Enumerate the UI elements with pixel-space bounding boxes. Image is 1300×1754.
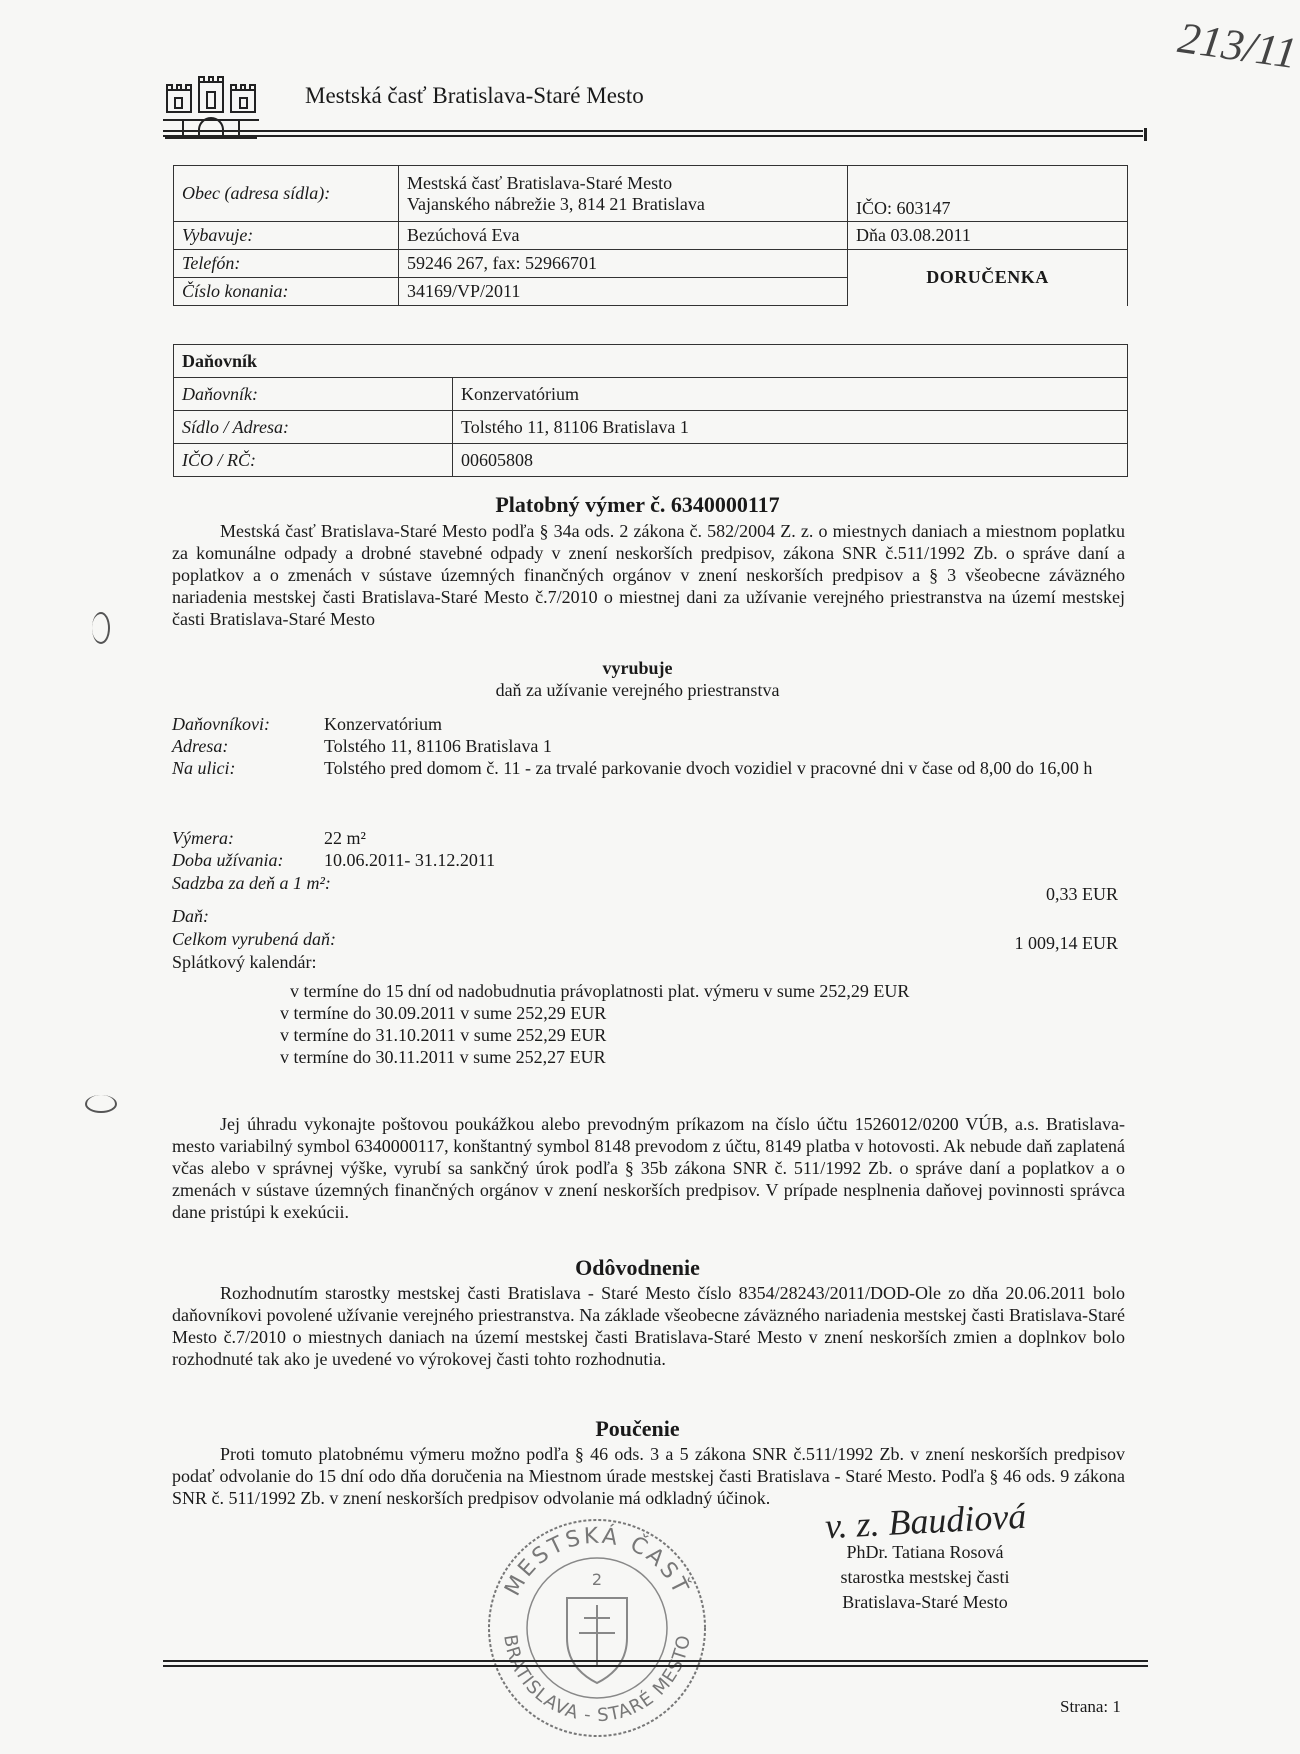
handwritten-reference: 213/11 xyxy=(1175,12,1300,79)
assessment-title: Platobný výmer č. 6340000117 xyxy=(495,492,780,517)
ico-cell: IČO: 603147 xyxy=(848,166,1128,222)
vybavuje-value: Bezúchová Eva xyxy=(399,222,848,250)
danovnikovi-label: Daňovníkovi: xyxy=(172,714,270,734)
payment-paragraph xyxy=(172,1113,1125,1223)
vymera-value: 22 m² xyxy=(324,828,366,848)
konanie-value: 34169/VP/2011 xyxy=(399,278,848,306)
celkom-value: 1 009,14 EUR xyxy=(1014,933,1118,953)
sadzba-label: Sadzba za deň a 1 m²: xyxy=(172,873,331,893)
punch-hole xyxy=(92,612,110,644)
installment-1: v termíne do 15 dní od nadobudnutia právoplatnosti plat. výmeru v sume 252,29 EUR xyxy=(290,981,910,1001)
obec-label: Obec (adresa sídla): xyxy=(174,166,399,222)
signer-name: PhDr. Tatiana Rosová xyxy=(846,1542,1004,1562)
obec-value-line1: Mestská časť Bratislava-Staré Mesto xyxy=(407,172,673,193)
installment-4: v termíne do 30.11.2011 v sume 252,27 EUR xyxy=(280,1047,606,1067)
kalendar-label: Splátkový kalendár: xyxy=(172,952,317,972)
vybavuje-label: Vybavuje: xyxy=(174,222,399,250)
kalendar-row xyxy=(172,951,1125,973)
date-cell: Dňa 03.08.2011 xyxy=(848,222,1128,250)
signer-role: starostka mestskej časti xyxy=(840,1567,1010,1587)
sadzba-value: 0,33 EUR xyxy=(1046,884,1118,904)
adresa-value: Tolstého 11, 81106 Bratislava 1 xyxy=(324,736,552,756)
dan-row xyxy=(172,905,1125,927)
assessment-intro xyxy=(172,520,1125,630)
celkom-label: Celkom vyrubená daň: xyxy=(172,929,336,949)
danovnikovi-row xyxy=(172,713,1125,735)
adresa-label: Adresa: xyxy=(172,736,229,756)
danovnikovi-value: Konzervatórium xyxy=(324,714,442,734)
info-table xyxy=(173,165,1128,306)
reasoning-text: Rozhodnutím starostky mestskej časti Bratislava - Staré Mesto číslo 8354/28243/2011/DOD-Ole zo dňa 20.06.2011 bolo daňovníkovi povolené užívanie verejného priestranstva. Na základe všeobecne záväzného nariadenia mestskej časti Bratislava-Staré Mesto č.7/2010 o miestnych daniach na území mestskej časti Bratislava-Staré Mesto v znení neskorších zmien a doplnkov bolo rozhodnuté tak ako je uvedené vo výrokovej časti tohto rozhodnutia. xyxy=(172,1283,1125,1369)
obec-value xyxy=(399,166,848,222)
vyrubuje-subtitle: daň za užívanie verejného priestranstva xyxy=(495,680,780,700)
installment-3: v termíne do 31.10.2011 v sume 252,29 EUR xyxy=(280,1025,607,1045)
official-stamp xyxy=(482,1513,712,1743)
stamp-text-bottom: BRATISLAVA - STARÉ MESTO xyxy=(499,1633,695,1727)
konanie-label: Číslo konania: xyxy=(174,278,399,306)
reasoning-heading: Odôvodnenie xyxy=(575,1255,700,1280)
doba-value: 10.06.2011- 31.12.2011 xyxy=(324,850,496,870)
adresa-row xyxy=(172,735,1125,757)
assessment-intro-text: Mestská časť Bratislava-Staré Mesto podľa § 34a ods. 2 zákona č. 582/2004 Z. z. o miestnych daniach a miestnom poplatku za komunálne odpady a drobné stavebné odpady v znení neskorších predpisov, zákona SNR č.511/1992 Zb. o správe daní a poplatkov a o zmenách v sústave územných finančných orgánov v znení neskorších predpisov a § 3 všeobecne záväzného nariadenia mestskej časti Bratislava-Staré Mesto č.7/2010 o miestnej dani za užívanie verejného priestranstva na území mestskej časti Bratislava-Staré Mesto xyxy=(172,521,1125,629)
stamp-number: 2 xyxy=(591,1570,603,1589)
stamp-text-top: MESTSKÁ ČASŤ xyxy=(500,1523,694,1601)
ulici-row xyxy=(172,757,1125,779)
sidlo-label: Sídlo / Adresa: xyxy=(174,411,453,444)
doba-row xyxy=(172,849,1125,871)
sidlo-value: Tolstého 11, 81106 Bratislava 1 xyxy=(453,411,1128,444)
ulici-label: Na ulici: xyxy=(172,758,236,778)
telefon-label: Telefón: xyxy=(174,250,399,278)
installment-2: v termíne do 30.09.2011 v sume 252,29 EUR xyxy=(280,1003,607,1023)
signer-office: Bratislava-Staré Mesto xyxy=(842,1592,1008,1612)
vyrubuje-label: vyrubuje xyxy=(602,658,673,678)
municipality-title: Mestská časť Bratislava-Staré Mesto xyxy=(305,83,644,108)
ico-rc-label: IČO / RČ: xyxy=(174,444,453,477)
handwritten-signature: v. z. Baudiová xyxy=(824,1495,1028,1547)
dan-label: Daň: xyxy=(172,906,209,926)
doba-label: Doba užívania: xyxy=(172,850,284,870)
ulici-value: Tolstého pred domom č. 11 - za trvalé parkovanie dvoch vozidiel v pracovné dni v čase od 8,00 do 16,00 h xyxy=(324,758,1093,778)
vymera-label: Výmera: xyxy=(172,828,234,848)
document-type: DORUČENKA xyxy=(848,250,1128,306)
ico-rc-value: 00605808 xyxy=(453,444,1128,477)
reasoning-paragraph xyxy=(172,1282,1125,1370)
instruction-heading: Poučenie xyxy=(595,1416,680,1441)
instruction-text: Proti tomuto platobnému výmeru možno podľa § 46 ods. 3 a 5 zákona SNR č.511/1992 Zb. v znení neskorších predpisov podať odvolanie do 15 dní odo dňa doručenia na Miestnom úrade mestskej časti Bratislava - Staré Mesto. Podľa § 46 ods. 9 zákona SNR č. 511/1992 Zb. v znení neskorších predpisov odvolanie má odkladný účinok. xyxy=(172,1444,1125,1508)
telefon-value: 59246 267, fax: 52966701 xyxy=(399,250,848,278)
page-number: Strana: 1 xyxy=(1060,1697,1121,1716)
punch-hole xyxy=(85,1095,117,1113)
footer-rule xyxy=(163,1660,1148,1667)
header-rule xyxy=(163,130,1143,137)
taxpayer-heading: Daňovník xyxy=(174,345,1128,378)
vymera-row xyxy=(172,827,1125,849)
danovnik-label: Daňovník: xyxy=(174,378,453,411)
obec-value-line2: Vajanského nábrežie 3, 814 21 Bratislava xyxy=(407,193,705,214)
stamp-shield-icon xyxy=(567,1598,627,1683)
payment-text: Jej úhradu vykonajte poštovou poukážkou alebo prevodným príkazom na číslo účtu 1526012/0200 VÚB, a.s. Bratislava-mesto variabilný symbol 6340000117, konštantný symbol 8148 prevodom z účtu, 8149 platba v hotovosti. Ak nebude daň zaplatená včas alebo v správnej výške, vyrubí sa sankčný úrok podľa § 35b zákona SNR č. 511/1992 Zb. o správe daní a poplatkov a o zmenách v sústave územných finančných orgánov v znení neskorších predpisov. V prípade nesplnenia daňovej povinnosti správca dane pristúpi k exekúcii. xyxy=(172,1114,1125,1222)
taxpayer-table xyxy=(173,344,1128,477)
danovnik-value: Konzervatórium xyxy=(453,378,1128,411)
